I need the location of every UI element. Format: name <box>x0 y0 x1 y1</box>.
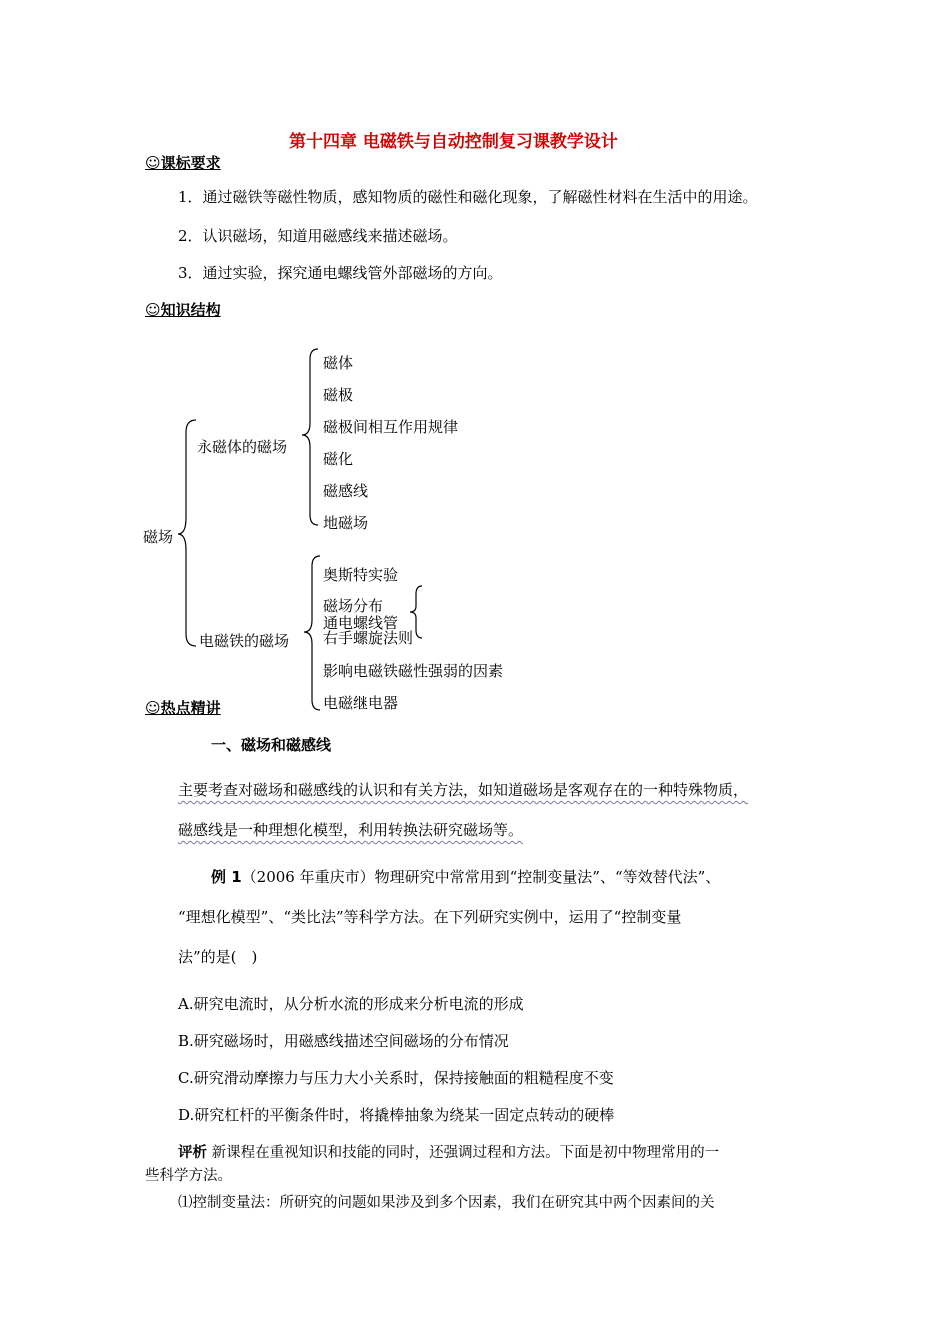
permanent-brace <box>302 347 320 527</box>
tree-leaf: 奥斯特实验 <box>323 566 399 584</box>
electro-brace <box>304 554 322 712</box>
example-text: （2006 年重庆市）物理研究中常常用到“控制变量法”、“等效替代法”、 <box>241 868 721 886</box>
tree-leaf: 磁体 <box>323 354 354 372</box>
tree-leaf: 通电螺线管 <box>323 614 399 632</box>
tree-leaf: 磁极 <box>323 386 354 404</box>
tree-leaf: 影响电磁铁磁性强弱的因素 <box>323 662 504 680</box>
analysis-line: ⑴控制变量法：所研究的问题如果涉及到多个因素，我们在研究其中两个因素间的关 <box>178 1195 715 1211</box>
section-heading-curriculum: ☺课标要求 <box>145 154 221 172</box>
example-label: 例 1 <box>211 868 242 886</box>
root-brace <box>178 418 198 648</box>
tree-leaf: 磁场分布 <box>323 597 384 615</box>
tree-leaf: 磁感线 <box>323 482 369 500</box>
tree-leaf: 磁极间相互作用规律 <box>323 418 459 436</box>
analysis-line: 些科学方法。 <box>145 1168 232 1184</box>
option-b: B.研究磁场时，用磁感线描述空间磁场的分布情况 <box>178 1032 509 1050</box>
tree-leaf: 右手螺旋法则 <box>323 629 414 647</box>
analysis-line <box>178 1141 719 1162</box>
option-c: C.研究滑动摩擦力与压力大小关系时，保持接触面的粗糙程度不变 <box>178 1069 614 1087</box>
tree-leaf: 电磁继电器 <box>323 694 399 712</box>
option-d: D.研究杠杆的平衡条件时，将撬棒抽象为绕某一固定点转动的硬棒 <box>178 1106 615 1124</box>
tree-branch-permanent: 永磁体的磁场 <box>197 438 288 456</box>
section-heading-hotspots: ☺热点精讲 <box>145 699 221 717</box>
option-a: A.研究电流时，从分析水流的形成来分析电流的形成 <box>178 995 524 1013</box>
example-line: 法”的是( ) <box>178 948 258 966</box>
example-line: “理想化模型”、“类比法”等科学方法。在下列研究实例中，运用了“控制变量 <box>178 908 682 926</box>
intro-line: 磁感线是一种理想化模型，利用转换法研究磁场等。 <box>178 821 524 839</box>
requirement-item: 1．通过磁铁等磁性物质，感知物质的磁性和磁化现象，了解磁性材料在生活中的用途。 <box>178 188 758 206</box>
intro-line: 主要考查对磁场和磁感线的认识和有关方法，如知道磁场是客观存在的一种特殊物质， <box>178 781 749 799</box>
tree-leaf: 磁化 <box>323 450 354 468</box>
subsection-heading: 一、磁场和磁感线 <box>211 736 332 754</box>
analysis-text: 新课程在重视知识和技能的同时，还强调过程和方法。下面是初中物理常用的一 <box>211 1145 720 1161</box>
section-heading-structure: ☺知识结构 <box>145 301 221 319</box>
page-title: 第十四章 电磁铁与自动控制复习课教学设计 <box>289 132 618 152</box>
requirement-item: 3．通过实验，探究通电螺线管外部磁场的方向。 <box>178 264 503 282</box>
analysis-label: 评析 <box>178 1145 207 1161</box>
requirement-item: 2．认识磁场，知道用磁感线来描述磁场。 <box>178 227 458 245</box>
example-line <box>211 866 720 887</box>
tree-root-label: 磁场 <box>143 528 174 546</box>
tree-branch-electro: 电磁铁的磁场 <box>199 632 290 650</box>
tree-leaf: 地磁场 <box>323 514 369 532</box>
